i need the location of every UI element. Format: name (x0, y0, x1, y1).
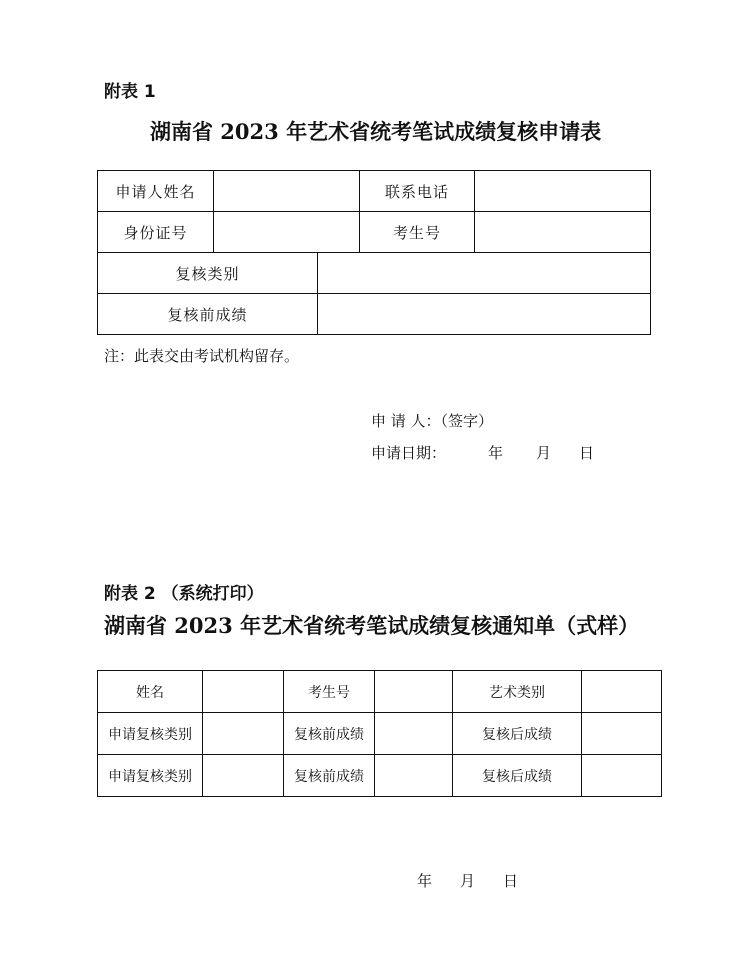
post-review-score-label: 复核后成绩 (453, 713, 582, 755)
review-category-value (203, 713, 284, 755)
exam-number-value (375, 671, 453, 713)
attachment-1-label: 附表 1 (104, 82, 156, 102)
review-category-value (203, 755, 284, 797)
date-label: 申请日期： (371, 444, 447, 462)
exam-number-label: 考生号 (360, 212, 475, 253)
month-label: 月 (460, 872, 476, 890)
exam-number-field[interactable] (475, 212, 651, 253)
applicant-name-label: 申请人姓名 (98, 171, 214, 212)
applicant-signature-line: 申 请 人：（签字） (371, 412, 494, 430)
id-number-label: 身份证号 (98, 212, 214, 253)
pre-review-score-field[interactable] (318, 294, 651, 335)
review-category-field[interactable] (318, 253, 651, 294)
notice-title: 湖南省 2023 年艺术省统考笔试成绩复核通知单（式样） (104, 613, 640, 638)
table-row (98, 212, 651, 253)
table-row (98, 253, 651, 294)
post-review-score-value (582, 755, 662, 797)
review-category-label: 申请复核类别 (98, 713, 203, 755)
table-row (98, 755, 662, 797)
note-text: 注：此表交由考试机构留存。 (104, 347, 300, 365)
pre-review-score-label: 复核前成绩 (98, 294, 318, 335)
pre-review-score-label: 复核前成绩 (284, 713, 375, 755)
pre-review-score-label: 复核前成绩 (284, 755, 375, 797)
day-label: 日 (503, 872, 519, 890)
name-value (203, 671, 284, 713)
year-label: 年 (417, 872, 433, 890)
attachment-2-label: 附表 2 （系统打印） (104, 584, 264, 604)
applicant-name-field[interactable] (214, 171, 360, 212)
table-row (98, 713, 662, 755)
exam-number-label: 考生号 (284, 671, 375, 713)
application-date-line (371, 442, 594, 463)
notice-table (97, 670, 662, 797)
name-label: 姓名 (98, 671, 203, 713)
notice-date-line (417, 870, 518, 891)
id-number-field[interactable] (214, 212, 360, 253)
pre-review-score-value (375, 755, 453, 797)
day-label: 日 (579, 444, 595, 462)
month-label: 月 (536, 444, 552, 462)
table-row (98, 171, 651, 212)
art-category-value (582, 671, 662, 713)
year-label: 年 (488, 444, 504, 462)
review-category-label: 复核类别 (98, 253, 318, 294)
table-row (98, 294, 651, 335)
review-category-label: 申请复核类别 (98, 755, 203, 797)
post-review-score-value (582, 713, 662, 755)
table-row (98, 671, 662, 713)
phone-label: 联系电话 (360, 171, 475, 212)
application-form-table (97, 170, 651, 335)
application-form-title: 湖南省 2023 年艺术省统考笔试成绩复核申请表 (150, 119, 602, 144)
post-review-score-label: 复核后成绩 (453, 755, 582, 797)
pre-review-score-value (375, 713, 453, 755)
art-category-label: 艺术类别 (453, 671, 582, 713)
phone-field[interactable] (475, 171, 651, 212)
